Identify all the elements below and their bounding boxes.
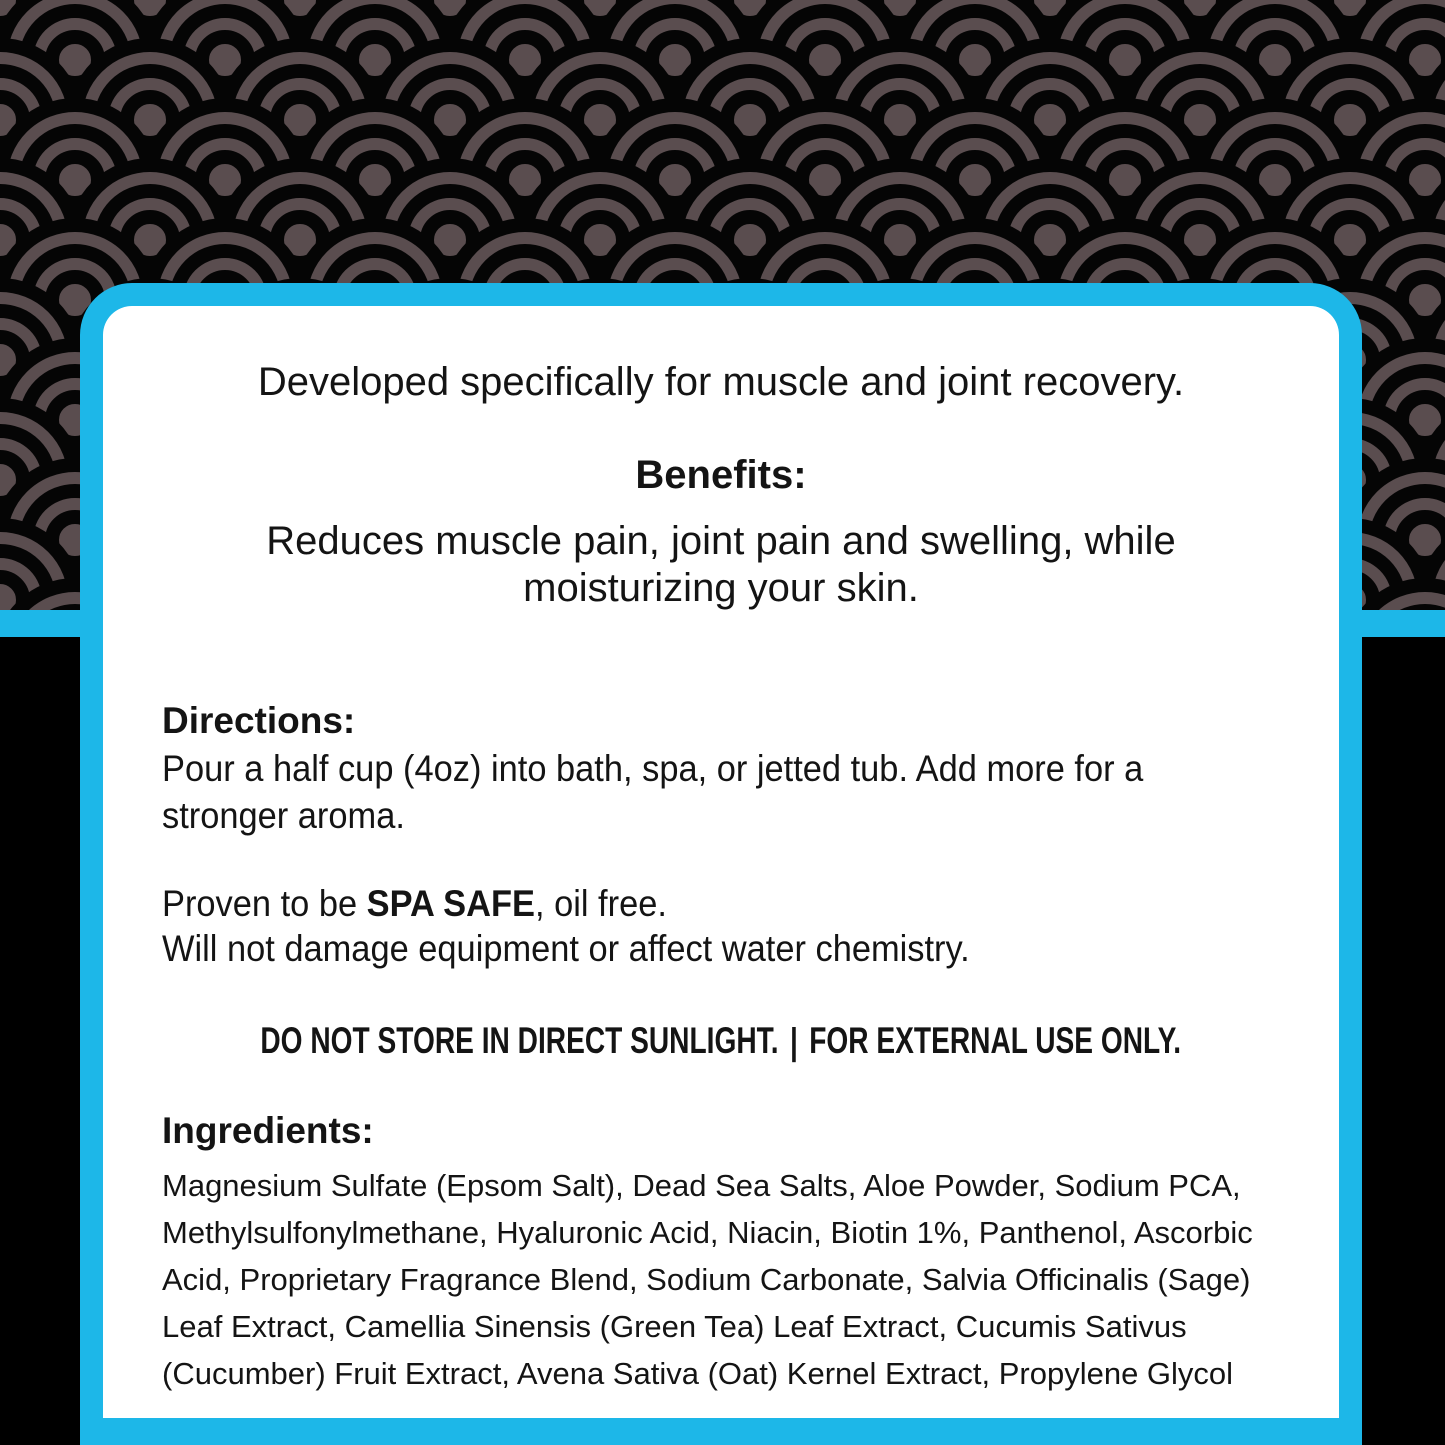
equipment-line-text: Will not damage equipment or affect water chemistry. <box>162 928 970 969</box>
directions-line: stronger aroma. <box>162 795 405 836</box>
equipment-line <box>162 928 1031 970</box>
ingredients-line: Magnesium Sulfate (Epsom Salt), Dead Sea Salts, Aloe Powder, Sodium PCA, <box>162 1168 1241 1203</box>
info-card <box>80 283 1362 1445</box>
ingredients-line: Leaf Extract, Camellia Sinensis (Green Tea) Leaf Extract, Cucumis Sativus <box>162 1309 1187 1344</box>
storage-warning <box>103 1020 1339 1062</box>
directions-heading: Directions: <box>162 700 356 741</box>
ingredients-line: (Cucumber) Fruit Extract, Avena Sativa (Oat) Kernel Extract, Propylene Glycol <box>162 1356 1234 1391</box>
intro-text: Developed specifically for muscle and joint recovery. <box>257 360 1185 404</box>
warning-separator: | <box>790 1021 799 1062</box>
ingredients-heading: Ingredients: <box>162 1110 374 1151</box>
ingredients-line: Acid, Proprietary Fragrance Blend, Sodium Carbonate, Salvia Officinalis (Sage) <box>162 1262 1251 1297</box>
benefits-line: moisturizing your skin. <box>523 566 919 610</box>
warning-left: DO NOT STORE IN DIRECT SUNLIGHT. <box>260 1020 779 1061</box>
directions-line: Pour a half cup (4oz) into bath, spa, or jetted tub. Add more for a <box>162 748 1144 789</box>
benefits-line: Reduces muscle pain, joint pain and swelling, while <box>266 519 1176 563</box>
benefits-body <box>103 518 1339 612</box>
directions-body <box>162 745 1217 839</box>
warning-right: FOR EXTERNAL USE ONLY. <box>809 1020 1182 1061</box>
spa-safe-suffix: , oil free. <box>534 883 667 924</box>
ingredients-line: Methylsulfonylmethane, Hyaluronic Acid, Niacin, Biotin 1%, Panthenol, Ascorbic <box>162 1215 1253 1250</box>
spa-safe-bold: SPA SAFE <box>366 883 535 924</box>
benefits-heading: Benefits: <box>635 453 807 497</box>
spa-safe-prefix: Proven to be <box>162 883 367 924</box>
spa-safe-line <box>162 883 705 925</box>
ingredients-body <box>162 1162 1253 1397</box>
